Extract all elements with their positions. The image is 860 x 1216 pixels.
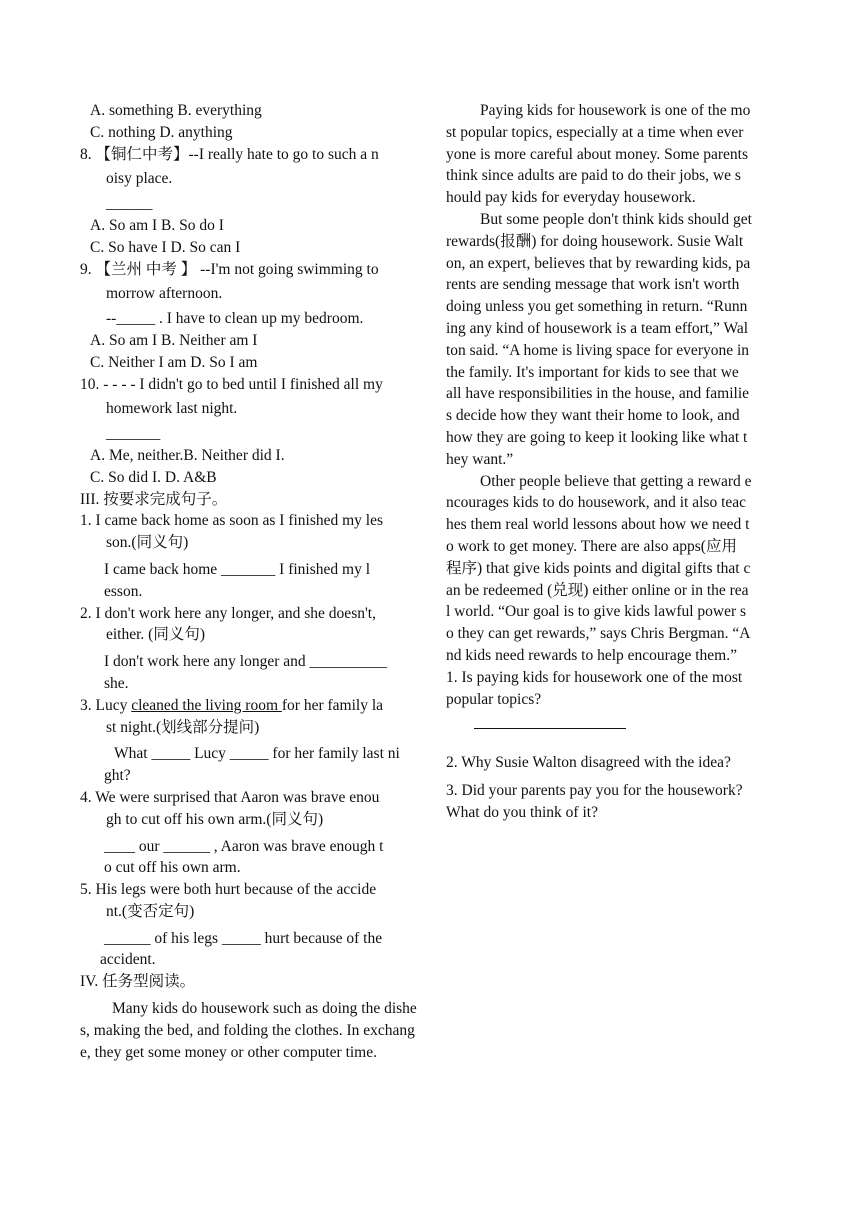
sentence-4: 4. We were surprised that Aaron was brave enou <box>80 788 380 806</box>
sentence-5-answer: ______ of his legs _____ hurt because of the <box>104 929 383 947</box>
reading-line: o work to get money. There are also apps(应用 <box>446 537 737 555</box>
sentence-4-cont: gh to cut off his own arm.(同义句) <box>106 810 324 828</box>
reading-line: hes them real world lessons about how we need t <box>446 516 750 534</box>
question-3: 3. Did your parents pay you for the housework? <box>446 782 743 800</box>
sentence-3-cont: st night.(划线部分提问) <box>106 718 260 736</box>
q8-option-line: C. So have I D. So can I <box>90 238 241 256</box>
reading-line: rents are sending message that work isn't worth <box>446 276 740 294</box>
reading-line: o they can get rewards,” says Chris Bergman. “A <box>446 625 751 643</box>
question-1: 1. Is paying kids for housework one of the most <box>446 668 743 686</box>
reading-line: ton said. “A home is living space for everyone in <box>446 341 750 359</box>
q8-blank: ______ <box>106 195 153 213</box>
sentence-3-suffix: for her family la <box>281 696 384 714</box>
question-1-cont: popular topics? <box>446 690 542 708</box>
q9-option-line: C. Neither I am D. So I am <box>90 353 258 371</box>
sentence-1-answer: I came back home _______ I finished my l <box>104 560 371 578</box>
question-2: 2. Why Susie Walton disagreed with the idea? <box>446 754 731 772</box>
q9-option-line: A. So am I B. Neither am I <box>90 331 258 349</box>
sentence-3-answer: What _____ Lucy _____ for her family last ni <box>114 745 400 763</box>
reading-line: hould pay kids for everyday housework. <box>446 189 696 207</box>
q9-stem-cont: morrow afternoon. <box>106 285 223 303</box>
reading-paragraph-3 <box>446 209 790 471</box>
reading-line: s decide how they want their home to look, and <box>446 407 740 425</box>
reading-line: an be redeemed (兑现) either online or in the rea <box>446 581 749 599</box>
q8-stem: 8. 【铜仁中考】--I really hate to go to such a n <box>80 145 379 163</box>
sentence-1-cont: son.(同义句) <box>106 534 189 552</box>
section-4-heading: IV. 任务型阅读。 <box>80 973 196 991</box>
reading-line: But some people don't think kids should get <box>480 210 752 228</box>
sentence-5-answer-cont: accident. <box>100 951 156 969</box>
reading-paragraph-4 <box>446 471 790 667</box>
reading-line: think since adults are paid to do their jobs, we s <box>446 167 741 185</box>
reading-paragraph-2 <box>446 100 790 209</box>
reading-line: ing any kind of housework is a team effort,” Wal <box>446 319 749 337</box>
sentence-2-cont: either. (同义句) <box>106 626 206 644</box>
sentence-3-underlined: cleaned the living room <box>131 696 282 714</box>
q7-option-line: C. nothing D. anything <box>90 123 233 141</box>
q7-option-line: A. something B. everything <box>90 102 262 119</box>
reading-line: ncourages kids to do housework, and it also teac <box>446 494 747 512</box>
answer-line-1 <box>446 710 790 742</box>
sentence-4-answer: ____ our ______ , Aaron was brave enough t <box>104 837 384 855</box>
q9-response: --_____ . I have to clean up my bedroom. <box>106 310 364 328</box>
reading-line: doing unless you get something in return. “Runn <box>446 298 748 316</box>
reading-line: the family. It's important for kids to see that we <box>446 363 739 381</box>
reading-line: all have responsibilities in the house, and familie <box>446 385 750 403</box>
q10-option-line: C. So did I. D. A&B <box>90 468 217 486</box>
q9-stem: 9. 【兰州 中考 】 --I'm not going swimming to <box>80 260 379 278</box>
q10-blank: _______ <box>106 425 161 443</box>
sentence-2-answer-cont: she. <box>104 674 129 692</box>
reading-line: yone is more careful about money. Some parents <box>446 145 749 163</box>
reading-line: on, an expert, believes that by rewarding kids, pa <box>446 254 751 272</box>
sentence-1-answer-cont: esson. <box>104 582 143 600</box>
sentence-3-answer-cont: ght? <box>104 767 131 785</box>
reading-line: 程序) that give kids points and digital gifts that c <box>446 559 751 577</box>
q8-option-line: A. So am I B. So do I <box>90 216 224 234</box>
question-3-cont: What do you think of it? <box>446 803 598 821</box>
q8-stem-cont: oisy place. <box>106 170 173 188</box>
reading-line: Paying kids for housework is one of the mo <box>480 102 751 119</box>
q10-option-line: A. Me, neither.B. Neither did I. <box>90 446 285 464</box>
left-column <box>80 100 425 1063</box>
sentence-5-cont: nt.(变否定句) <box>106 902 195 920</box>
reading-paragraph-1: Many kids do housework such as doing the dishes, making the bed, and folding the clothes. In exchange, they get some money or other computer time. <box>80 1000 417 1061</box>
sentence-5: 5. His legs were both hurt because of the accide <box>80 881 377 899</box>
sentence-2-answer: I don't work here any longer and __________ <box>104 653 388 671</box>
sentence-3 <box>80 695 425 717</box>
right-column <box>446 100 790 824</box>
sentence-4-answer-cont: o cut off his own arm. <box>104 859 241 877</box>
section-3-heading: III. 按要求完成句子。 <box>80 490 228 508</box>
reading-line: st popular topics, especially at a time when ever <box>446 123 744 141</box>
q10-stem-cont: homework last night. <box>106 400 238 418</box>
reading-line: hey want.” <box>446 450 514 468</box>
reading-line: rewards(报酬) for doing housework. Susie Walt <box>446 232 744 250</box>
reading-line: Other people believe that getting a reward e <box>480 472 752 490</box>
reading-line: nd kids need rewards to help encourage them.” <box>446 646 737 664</box>
sentence-1: 1. I came back home as soon as I finished my les <box>80 512 384 530</box>
q10-stem: 10. - - - - I didn't go to bed until I finished all my <box>80 375 383 393</box>
sentence-2: 2. I don't work here any longer, and she doesn't, <box>80 604 376 622</box>
reading-line: how they are going to keep it looking like what t <box>446 428 748 446</box>
answer-underline <box>474 710 626 729</box>
reading-line: l world. “Our goal is to give kids lawful power s <box>446 603 747 621</box>
sentence-3-prefix: 3. Lucy <box>80 696 132 714</box>
